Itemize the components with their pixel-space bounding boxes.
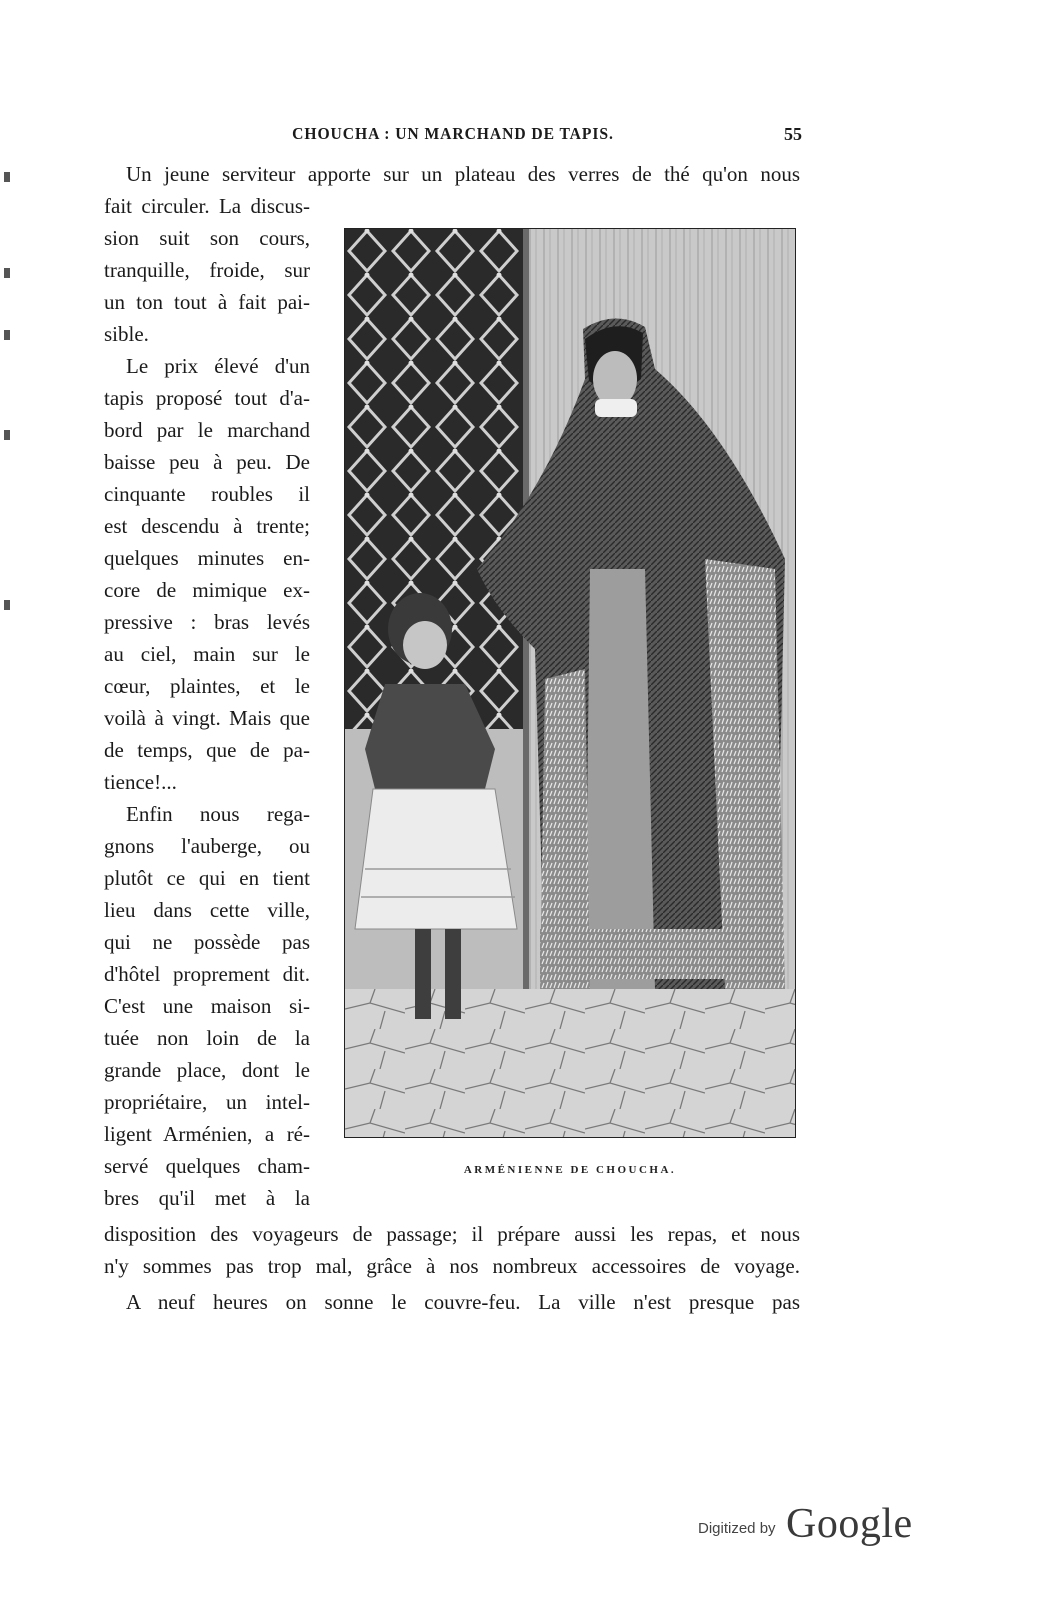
- margin-speck: [4, 172, 10, 182]
- text-line: tapis proposé tout d'a-: [104, 386, 310, 410]
- text-line: plutôt ce qui en tient: [104, 866, 310, 890]
- text-line: au ciel, main sur le: [104, 642, 310, 666]
- margin-speck: [4, 430, 10, 440]
- google-logo: Google: [786, 1501, 913, 1547]
- engraving-illustration: [344, 228, 796, 1138]
- text-line: d'hôtel proprement dit.: [104, 962, 310, 986]
- text-line: core de mimique ex-: [104, 578, 310, 602]
- margin-speck: [4, 268, 10, 278]
- figure-caption: ARMÉNIENNE DE CHOUCHA.: [463, 1164, 677, 1176]
- text-line: quelques minutes en-: [104, 546, 310, 570]
- text-line: pressive : bras levés: [104, 610, 310, 634]
- text-line: qui ne possède pas: [104, 930, 310, 954]
- text-line: un ton tout à fait pai-: [104, 290, 310, 314]
- text-line: A neuf heures on sonne le couvre-feu. La ville n'est presque pas: [126, 1290, 800, 1314]
- running-header: [104, 124, 802, 152]
- text-line: voilà à vingt. Mais que: [104, 706, 310, 730]
- text-line: baisse peu à peu. De: [104, 450, 310, 474]
- text-line: Le prix élevé d'un: [126, 354, 310, 378]
- text-line: Enfin nous rega-: [126, 802, 310, 826]
- text-line: bres qu'il met à la: [104, 1186, 310, 1210]
- text-line: fait circuler. La discus-: [104, 194, 310, 218]
- page-number: 55: [784, 124, 802, 144]
- text-line: gnons l'auberge, ou: [104, 834, 310, 858]
- text-line: disposition des voyageurs de passage; il prépare aussi les repas, et nous: [104, 1222, 800, 1246]
- text-line: grande place, dont le: [104, 1058, 310, 1082]
- text-line: propriétaire, un intel-: [104, 1090, 310, 1114]
- watermark-prefix: Digitized by: [698, 1520, 776, 1537]
- digitized-by-google-watermark: [698, 1500, 918, 1550]
- text-line: servé quelques cham-: [104, 1154, 310, 1178]
- running-title: CHOUCHA : UN MARCHAND DE TAPIS.: [292, 124, 614, 143]
- margin-speck: [4, 330, 10, 340]
- text-line: de temps, que de pa-: [104, 738, 310, 762]
- text-line: cinquante roubles il: [104, 482, 310, 506]
- margin-speck: [4, 600, 10, 610]
- text-line: tience!...: [104, 770, 177, 794]
- text-line: C'est une maison si-: [104, 994, 310, 1018]
- text-line: Un jeune serviteur apporte sur un plateau des verres de thé qu'on nous: [126, 162, 800, 186]
- text-line: sion suit son cours,: [104, 226, 310, 250]
- text-line: n'y sommes pas trop mal, grâce à nos nombreux accessoires de voyage.: [104, 1254, 800, 1278]
- text-line: tuée non loin de la: [104, 1026, 310, 1050]
- text-line: tranquille, froide, sur: [104, 258, 310, 282]
- text-line: bord par le marchand: [104, 418, 310, 442]
- text-line: est descendu à trente;: [104, 514, 310, 538]
- text-line: lieu dans cette ville,: [104, 898, 310, 922]
- text-line: cœur, plaintes, et le: [104, 674, 310, 698]
- text-line: ligent Arménien, a ré-: [104, 1122, 310, 1146]
- text-line: sible.: [104, 322, 149, 346]
